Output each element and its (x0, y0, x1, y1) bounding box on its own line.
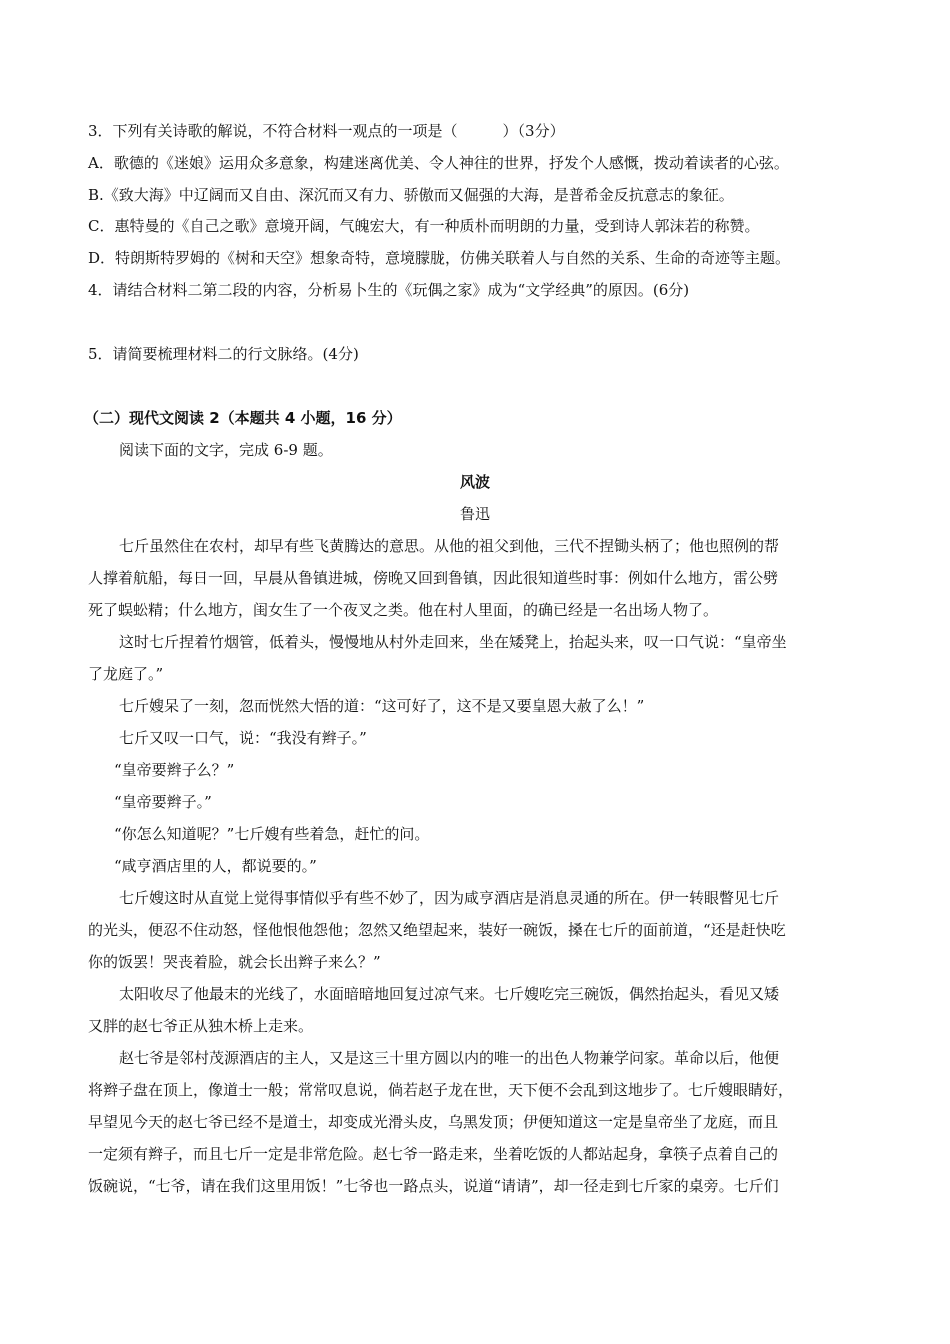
question-3-option-c: C．惠特曼的《自己之歌》意境开阔，气魄宏大，有一种质朴而明朗的力量，受到诗人郭沫若的称赞。 (88, 217, 760, 235)
paragraph-line: “你怎么知道呢？”七斤嫂有些着急，赶忙的问。 (114, 825, 430, 843)
article-author: 鲁迅 (459, 505, 490, 523)
paragraph-line: 死了蜈蚣精；什么地方，闺女生了一个夜叉之类。他在村人里面，的确已经是一名出场人物了。 (88, 601, 719, 619)
question-3-option-a: A．歌德的《迷娘》运用众多意象，构建迷离优美、令人神往的世界，抒发个人感慨，拨动着读者的心弦。 (88, 154, 789, 172)
paragraph-line: 七斤嫂这时从直觉上觉得事情似乎有些不妙了，因为咸亨酒店是消息灵通的所在。伊一转眼瞥见七斤 (119, 889, 780, 907)
paragraph-line: 人撑着航船，每日一回，早晨从鲁镇进城，傍晚又回到鲁镇，因此很知道些时事：例如什么地方，雷公劈 (88, 569, 779, 587)
article-title: 风波 (459, 473, 490, 491)
question-3-stem: 3．下列有关诗歌的解说，不符合材料一观点的一项是（ ）（3分） (88, 122, 565, 140)
paragraph-line: “皇帝要辫子。” (114, 793, 212, 811)
paragraph-line: 将辫子盘在顶上，像道士一般；常常叹息说，倘若赵子龙在世，天下便不会乱到这地步了。七斤嫂眼睛好， (88, 1081, 794, 1099)
question-3-option-b: B.《致大海》中辽阔而又自由、深沉而又有力、骄傲而又倔强的大海，是普希金反抗意志的象征。 (88, 186, 734, 204)
paragraph-line: 七斤虽然住在农村，却早有些飞黄腾达的意思。从他的祖父到他，三代不捏锄头柄了；他也照例的帮 (119, 537, 780, 555)
paragraph-line: “皇帝要辫子么？” (114, 761, 235, 779)
paragraph-line: 七斤嫂呆了一刻，忽而恍然大悟的道：“这可好了，这不是又要皇恩大赦了么！” (119, 697, 645, 715)
paragraph-line: 早望见今天的赵七爷已经不是道士，却变成光滑头皮，乌黑发顶；伊便知道这一定是皇帝坐了龙庭，而且 (88, 1113, 779, 1131)
paragraph-line: 太阳收尽了他最末的光线了，水面暗暗地回复过凉气来。七斤嫂吃完三碗饭，偶然抬起头，看见又矮 (119, 985, 780, 1003)
paragraph-line: 你的饭罢！哭丧着脸，就会长出辫子来么？” (88, 953, 381, 971)
section-heading: （二）现代文阅读 2（本题共 4 小题，16 分） (84, 409, 402, 427)
paragraph-line: 七斤又叹一口气，说：“我没有辫子。” (119, 729, 367, 747)
paragraph-line: 这时七斤捏着竹烟管，低着头，慢慢地从村外走回来，坐在矮凳上，抬起头来，叹一口气说：“皇帝坐 (119, 633, 787, 651)
paragraph-line: “咸亨酒店里的人，都说要的。” (114, 857, 317, 875)
paragraph-line: 一定须有辫子，而且七斤一定是非常危险。赵七爷一路走来，坐着吃饭的人都站起身，拿筷子点着自己的 (88, 1145, 779, 1163)
paragraph-line: 的光头，便忍不住动怒，怪他恨他怨他；忽然又绝望起来，装好一碗饭，搡在七斤的面前道，“还是赶快吃 (88, 921, 786, 939)
section-instruction: 阅读下面的文字，完成 6-9 题。 (119, 441, 333, 459)
paragraph-line: 又胖的赵七爷正从独木桥上走来。 (88, 1017, 314, 1035)
question-5: 5．请简要梳理材料二的行文脉络。(4分) (88, 345, 359, 363)
paragraph-line: 饭碗说，“七爷，请在我们这里用饭！”七爷也一路点头，说道“请请”，却一径走到七斤家的桌旁。七斤们 (88, 1177, 779, 1195)
paragraph-line: 赵七爷是邻村茂源酒店的主人，又是这三十里方圆以内的唯一的出色人物兼学问家。革命以后，他便 (119, 1049, 780, 1067)
question-4: 4．请结合材料二第二段的内容，分析易卜生的《玩偶之家》成为“文学经典”的原因。(6分) (88, 281, 690, 299)
paragraph-line: 了龙庭了。” (88, 665, 164, 683)
question-3-option-d: D．特朗斯特罗姆的《树和天空》想象奇特，意境朦胧，仿佛关联着人与自然的关系、生命的奇迹等主题。 (88, 249, 791, 267)
